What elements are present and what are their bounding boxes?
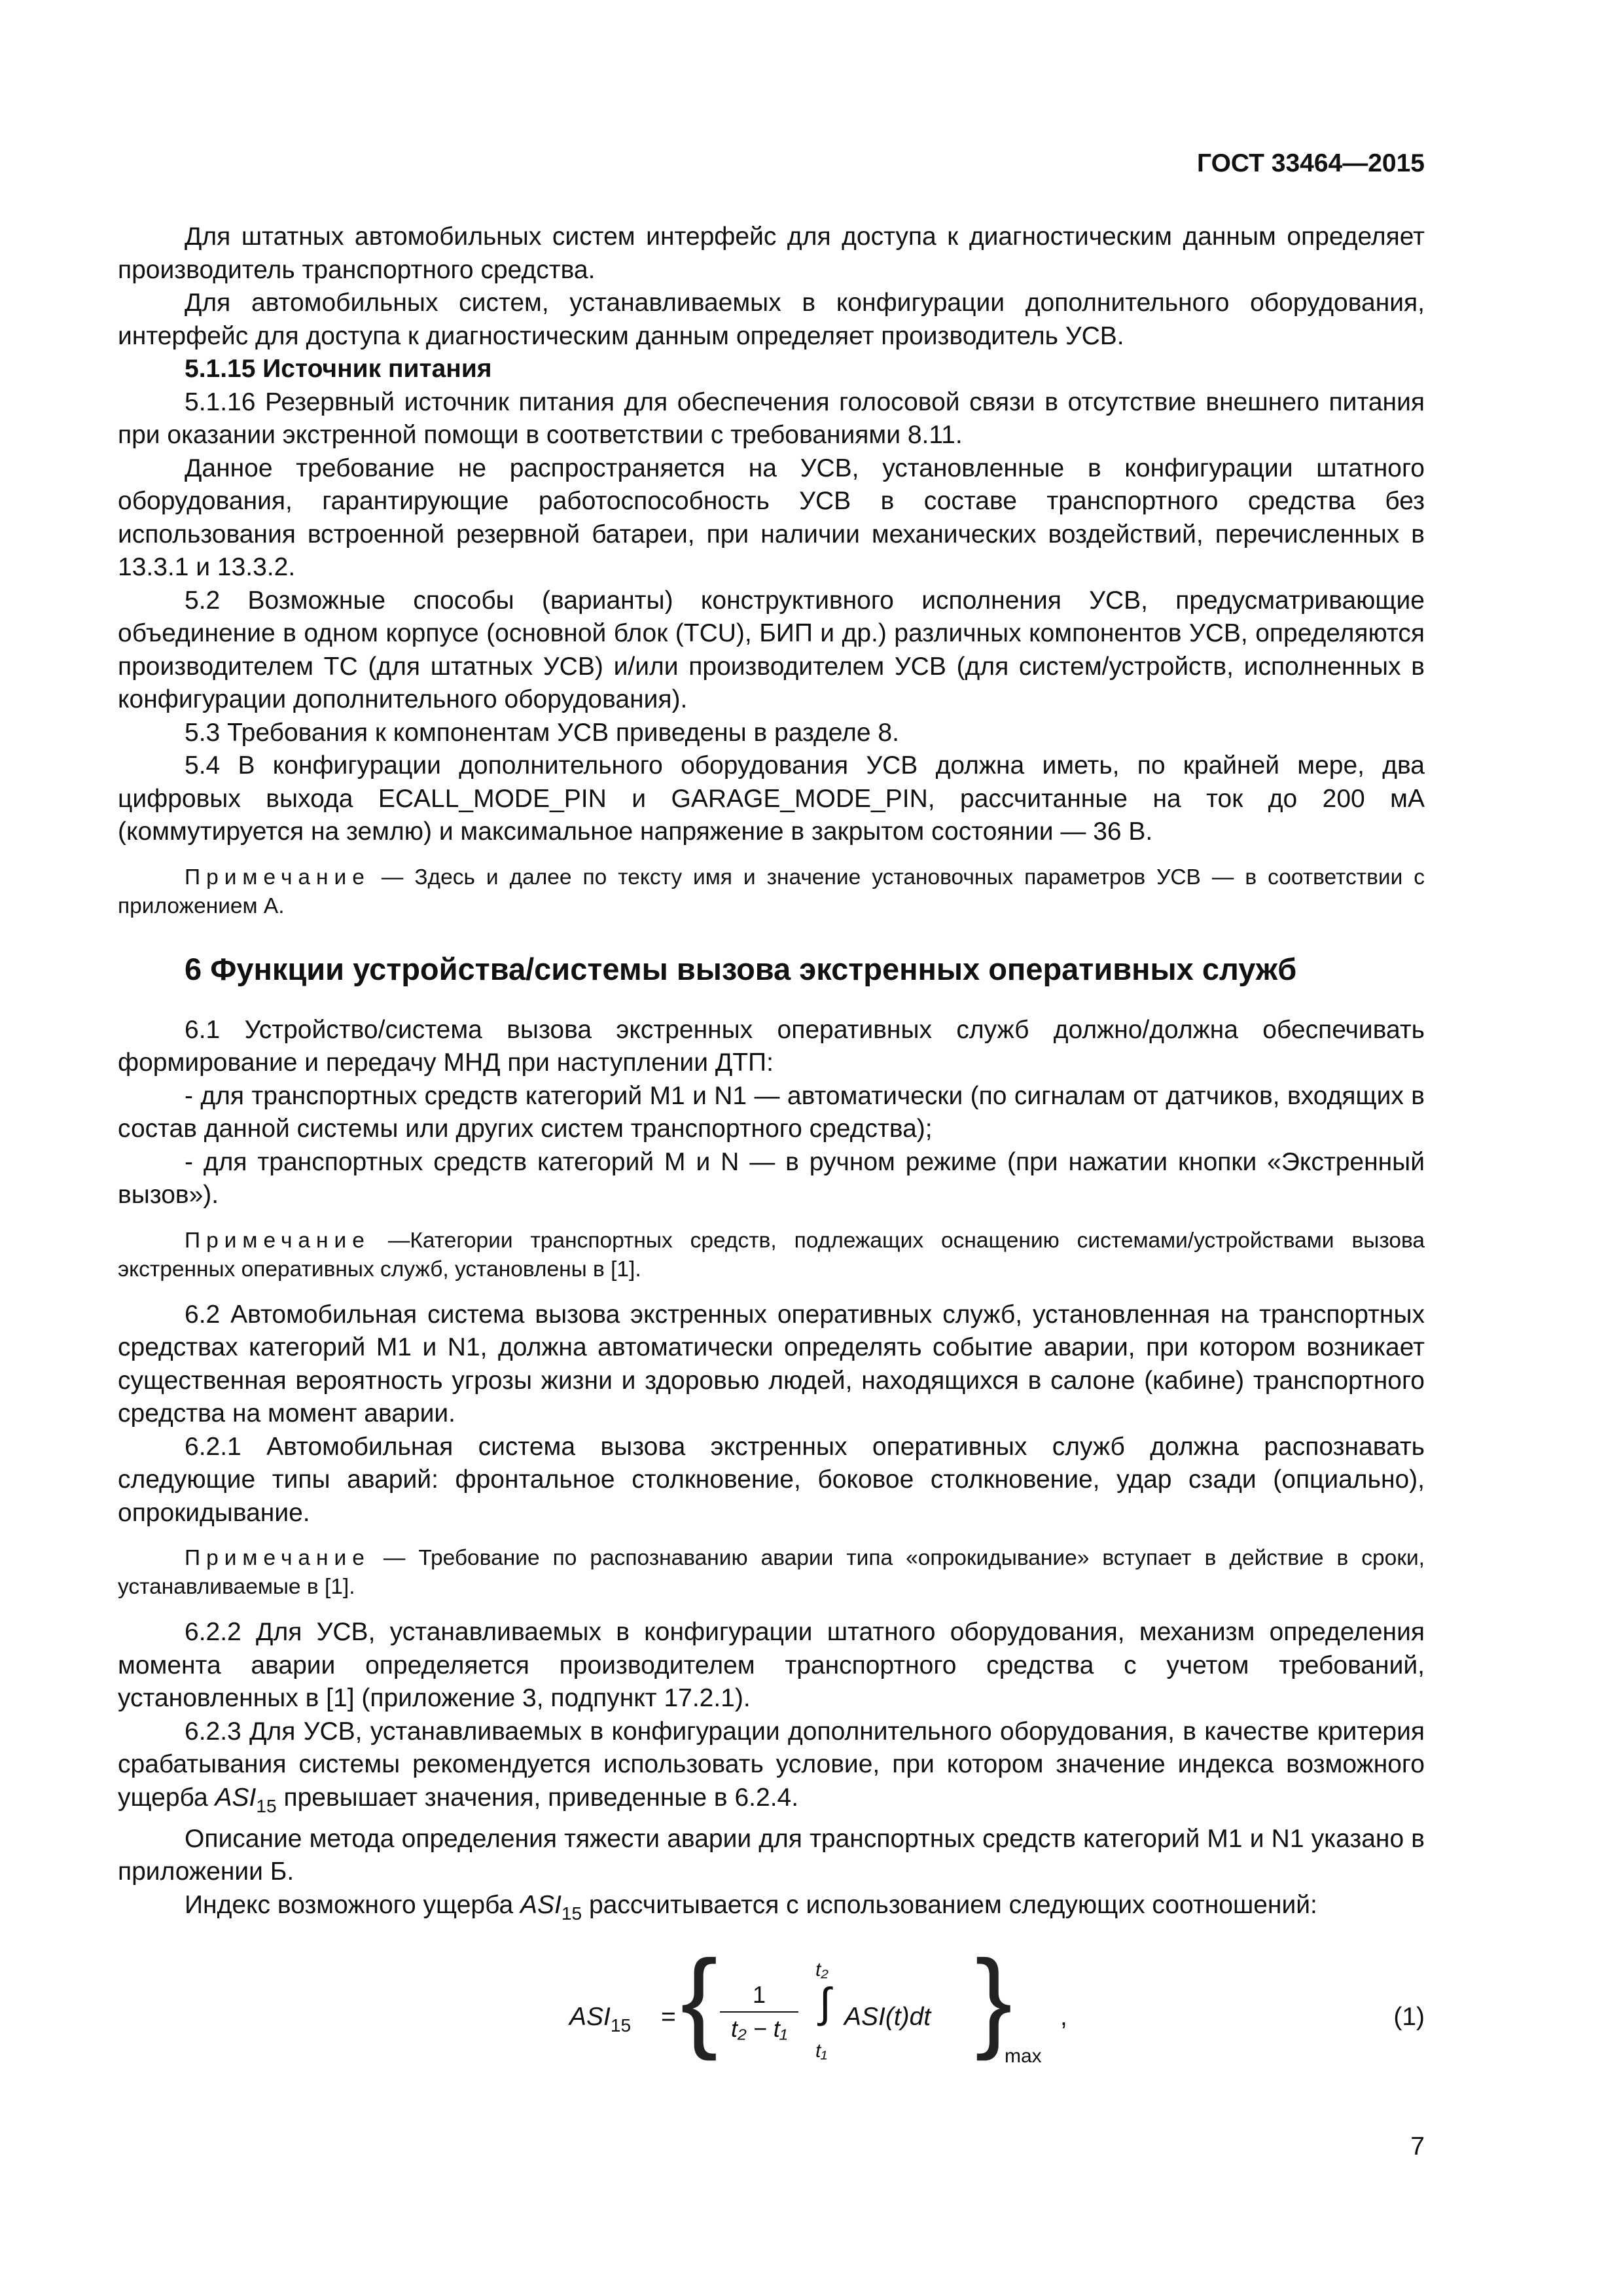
note [118,1227,1425,1284]
asi-symbol: ASI [215,1783,257,1812]
formula-lhs: $ASI_{15}$ [569,2003,632,2036]
asi-symbol: ASI [520,1890,562,1919]
paragraph: 5.2 Возможные способы (варианты) конструктивного исполнения УСВ, предусматривающие объединение в одном корпусе (основной блок (TCU), БИП и др.) различных компонентов УСВ, определяются производителем ТС (для штатных УСВ) и/или производителем УСВ (для систем/устройств, исполненных в конфигурации дополнительного оборудования). [118,586,1425,713]
formula-1 [118,1937,1425,2078]
note-label: Примечание [185,865,370,889]
fraction-denominator: t₂ − t₁ [730,2015,788,2042]
paragraph: Описание метода определения тяжести аварии для транспортных средств категорий М1 и N1 указано в приложении Б. [118,1824,1425,1886]
document-code: ГОСТ 33464—2015 [1197,149,1425,177]
note-label: Примечание [185,1546,370,1570]
paragraph: 6.2.1 Автомобильная система вызова экстренных оперативных служб должна распознавать следующие типы аварий: фронтальное столкновение, боковое столкновение, удар сзади (опциально), опрокидывание. [118,1432,1425,1527]
note-label: Примечание [185,1228,370,1253]
section-heading: 6 Функции устройства/системы вызова экстренных оперативных служб [185,951,1297,986]
note-text: — Здесь и далее по тексту имя и значение установочных параметров УСВ — в соответствии с приложением А. [118,865,1425,918]
paragraph: Для штатных автомобильных систем интерфейс для доступа к диагностическим данным определяет производитель транспортного средства. [118,223,1425,284]
integrand: ASI(t)dt [844,2003,931,2031]
formula-max-subscript: max [1005,2045,1042,2067]
paragraph-text: рассчитывается с использованием следующих соотношений: [582,1890,1317,1919]
paragraph-text: 6.2.3 Для УСВ, устанавливаемых в конфигурации дополнительного оборудования, в качестве критерия срабатывания системы рекомендуется использовать условие, при котором значение индекса возможного ущерба [118,1717,1425,1812]
paragraph: 6.2 Автомобильная система вызова экстренных оперативных служб, установленная на транспортных средствах категорий М1 и N1, должна автоматически определять событие аварии, при котором возникает существенная вероятность угрозы жизни и здоровью людей, находящихся в салоне (кабине) транспортного средства на момент аварии. [118,1300,1425,1427]
paragraph: - для транспортных средств категорий М и N — в ручном режиме (при нажатии кнопки «Экстренный вызов»). [118,1147,1425,1209]
integral-upper-limit: t₂ [815,1959,829,1981]
formula-equals: = [661,2003,676,2031]
paragraph-text: Индекс возможного ущерба [185,1890,521,1919]
formula-fraction [720,1981,798,2043]
note [118,1544,1425,1602]
integral-lower-limit: t₁ [815,2040,827,2062]
paragraph-text: превышает значения, приведенные в 6.2.4. [276,1783,799,1812]
asi-subscript: 15 [561,1903,582,1924]
page-number: 7 [1410,2132,1425,2161]
paragraph: 5.4 В конфигурации дополнительного оборудования УСВ должна иметь, по крайней мере, два цифровых выхода ECALL_MODE_PIN и GARAGE_MODE_PIN, рассчитанные на ток до 200 мА (коммутируется на землю) и максимальное напряжение в закрытом состоянии — 36 В. [118,751,1425,846]
paragraph: 5.3 Требования к компонентам УСВ приведены в разделе 8. [185,718,899,747]
formula-brace-left: { [681,1937,718,2062]
fraction-numerator: 1 [720,1981,798,2013]
paragraph [118,1889,1425,1930]
asi-subscript: 15 [256,1795,277,1816]
formula-number: (1) [1393,2003,1425,2031]
paragraph: 6.1 Устройство/система вызова экстренных оперативных служб должно/должна обеспечивать формирование и передачу МНД при наступлении ДТП: [118,1015,1425,1077]
paragraph: Данное требование не распространяется на УСВ, установленные в конфигурации штатного оборудования, гарантирующие работоспособность УСВ в составе транспортного средства без использования встроенной резервной батареи, при наличии механических воздействий, перечисленных в 13.3.1 и 13.3.2. [118,454,1425,581]
paragraph: - для транспортных средств категорий М1 и N1 — автоматически (по сигналам от датчиков, входящих в состав данной системы или других систем транспортного средства); [118,1081,1425,1143]
note-text: — Требование по распознаванию аварии типа «опрокидывание» вступает в действие в сроки, устанавливаемые в [1]. [118,1546,1425,1599]
paragraph: 6.2.2 Для УСВ, устанавливаемых в конфигурации штатного оборудования, механизм определения момента аварии определяется производителем транспортного средства с учетом требований, установленных в [1] (приложение 3, подпункт 17.2.1). [118,1618,1425,1712]
document-body [118,221,1425,1930]
integral-sign: ∫ [819,1979,831,2026]
note-text: —Категории транспортных средств, подлежащих оснащению системами/устройствами вызова экстренных оперативных служб, установлены в [1]. [118,1228,1425,1282]
note [118,863,1425,921]
formula-brace-right: } [975,1937,1012,2062]
paragraph: 5.1.16 Резервный источник питания для обеспечения голосовой связи в отсутствие внешнего питания при оказании экстренной помощи в соответствии с требованиями 8.11. [118,387,1425,449]
formula-comma: , [1060,2003,1067,2031]
subsection-heading: 5.1.15 Источник питания [185,355,492,383]
paragraph: Для автомобильных систем, устанавливаемых в конфигурации дополнительного оборудования, интерфейс для доступа к диагностическим данным определяет производитель УСВ. [118,289,1425,350]
paragraph [118,1715,1425,1823]
